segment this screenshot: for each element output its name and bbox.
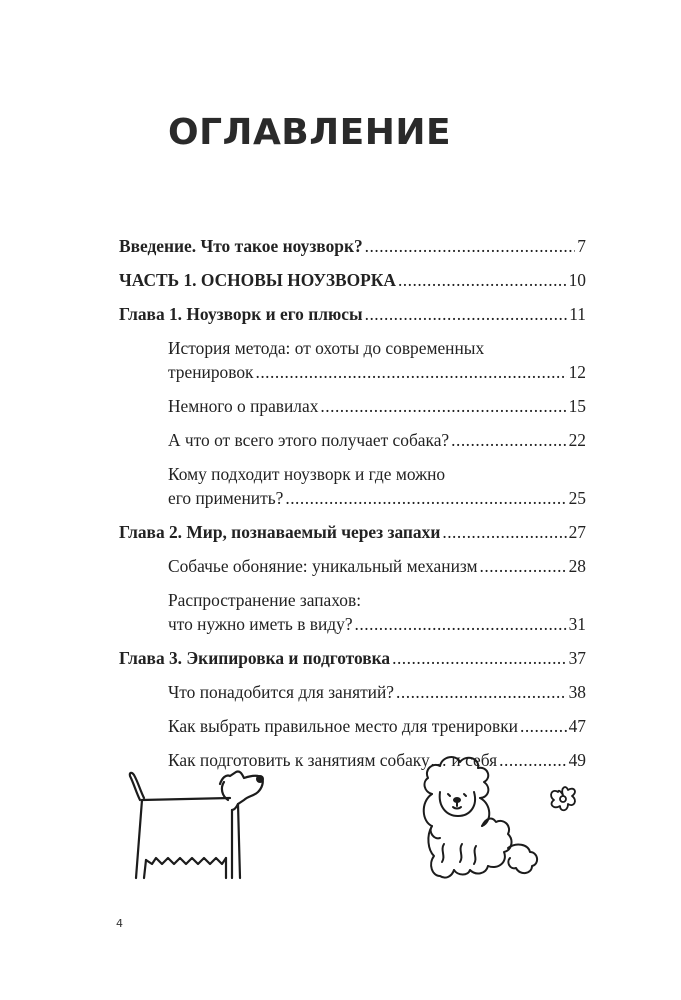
toc-leader: [365, 234, 576, 258]
toc-entry-title: Немного о правилах: [168, 396, 319, 416]
toc-entry: [119, 394, 586, 418]
toc-entry-title: ЧАСТЬ 1. ОСНОВЫ НОУЗВОРКА: [119, 270, 396, 290]
toc-leader: [442, 520, 566, 544]
toc-entry-page: 37: [568, 648, 586, 668]
toc-leader: [398, 268, 567, 292]
toc-entry-page: 47: [568, 716, 586, 736]
toc-entry-title-line1: Кому подходит ноузворк и где можно: [168, 464, 446, 484]
toc-leader: [365, 302, 568, 326]
toc-entry-page: 28: [568, 556, 586, 576]
table-of-contents: [119, 234, 586, 772]
toc-entry-page: 7: [577, 236, 586, 256]
toc-entry-title: Глава 1. Ноузворк и его плюсы: [119, 304, 363, 324]
toc-entry: [119, 520, 586, 544]
toc-entry-title: Как выбрать правильное место для тренировки: [168, 716, 518, 736]
toc-entry: [119, 714, 586, 738]
toc-entry: [119, 428, 586, 452]
toc-entry: [119, 554, 586, 578]
toc-entry-page: 12: [568, 362, 586, 382]
toc-entry-page: 27: [568, 522, 586, 542]
toc-entry: [119, 680, 586, 704]
toc-entry: [119, 234, 586, 258]
toc-entry: [119, 336, 586, 384]
toc-entry: [119, 462, 586, 510]
toc-entry-title: что нужно иметь в виду?: [168, 614, 353, 634]
toc-entry-title: его применить?: [168, 488, 284, 508]
toc-entry-title: Глава 3. Экипировка и подготовка: [119, 648, 391, 668]
toc-entry-page: 49: [568, 750, 586, 770]
toc-entry-title: Как подготовить к занятиям собаку… и себя: [168, 750, 498, 770]
toc-leader: [520, 714, 567, 738]
page-number: 4: [116, 917, 123, 930]
toc-leader: [285, 486, 566, 510]
toc-entry-page: 22: [568, 430, 586, 450]
toc-leader: [320, 394, 566, 418]
page-title: ОГЛАВЛЕНИЕ: [168, 112, 452, 153]
toc-entry-title: А что от всего этого получает собака?: [168, 430, 450, 450]
toc-entry-title: Что понадобится для занятий?: [168, 682, 395, 702]
toc-entry: [119, 302, 586, 326]
toc-entry-title: Глава 2. Мир, познаваемый через запахи: [119, 522, 441, 542]
toc-entry-page: 38: [568, 682, 586, 702]
toc-entry-page: 11: [569, 304, 586, 324]
toc-leader: [480, 554, 567, 578]
toc-leader: [396, 680, 567, 704]
toc-leader: [355, 612, 567, 636]
toc-entry-title: Собачье обоняние: уникальный механизм: [168, 556, 478, 576]
toc-leader: [392, 646, 567, 670]
toc-entry-page: 25: [568, 488, 586, 508]
toc-entry-title-line1: Распространение запахов:: [168, 590, 362, 610]
toc-entry: [119, 646, 586, 670]
toc-entry-page: 31: [568, 614, 586, 634]
flower-drawing: [546, 782, 580, 816]
toc-entry-page: 10: [568, 270, 586, 290]
toc-entry-page: 15: [568, 396, 586, 416]
toc-leader: [451, 428, 566, 452]
toc-entry: [119, 588, 586, 636]
toc-entry: [119, 268, 586, 292]
toc-entry-title-line1: История метода: от охоты до современных: [168, 338, 485, 358]
toc-entry-title: тренировок: [168, 362, 254, 382]
toc-entry-title: Введение. Что такое ноузворк?: [119, 236, 363, 256]
toc-leader: [255, 360, 566, 384]
poodle-dog-drawing: [412, 752, 552, 882]
terrier-dog-drawing: [122, 766, 274, 882]
